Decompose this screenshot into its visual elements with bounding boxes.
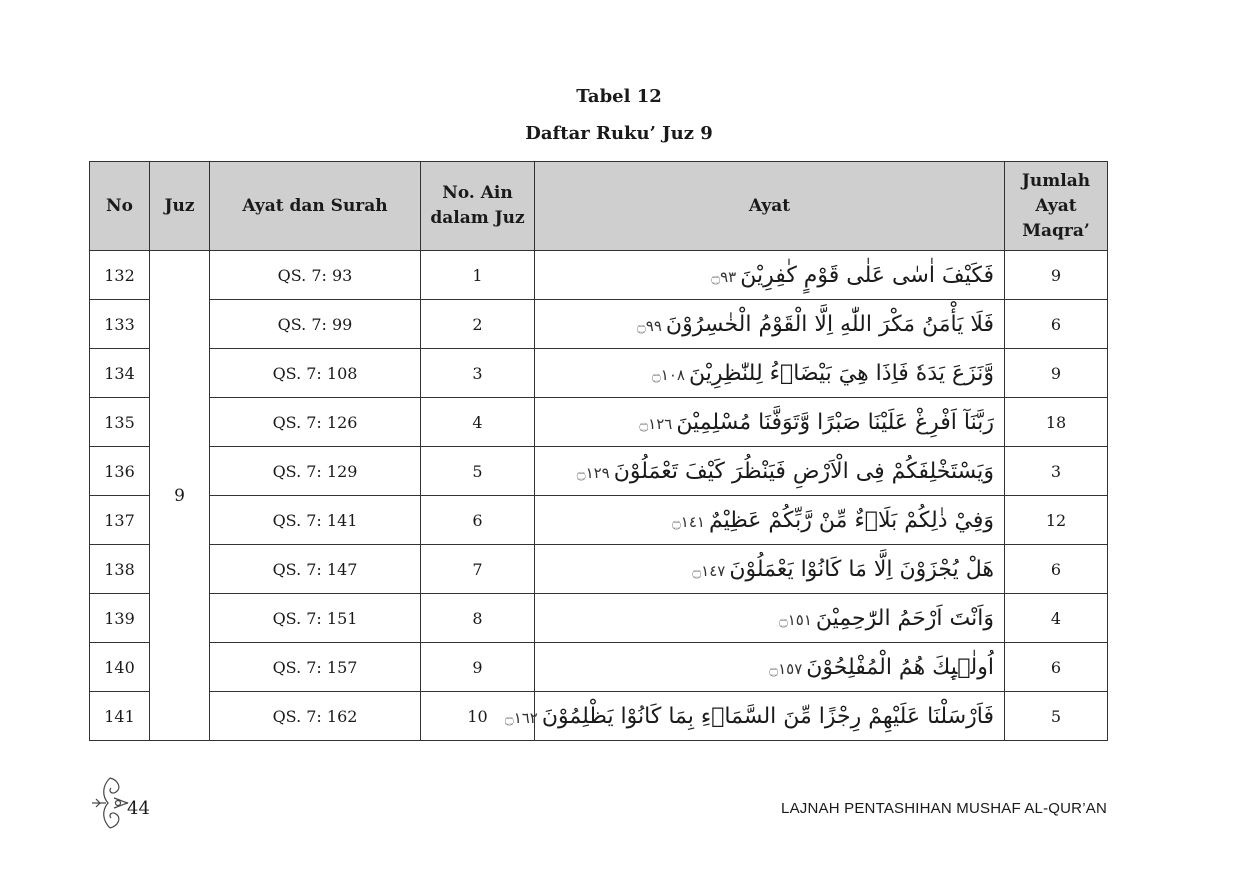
ayah-number-marker: ۝١٤١ [671, 512, 705, 531]
ayat-text: وَيَسْتَخْلِفَكُمْ فِى الْاَرْضِ فَيَنْظُرَ كَيْفَ تَعْمَلُوْنَ [613, 458, 994, 484]
cell-ayat-surah: QS. 7: 108 [210, 349, 421, 398]
cell-no-ain: 8 [421, 594, 535, 643]
cell-no-ain: 2 [421, 300, 535, 349]
cell-jumlah: 9 [1005, 251, 1108, 300]
cell-ayat-surah: QS. 7: 126 [210, 398, 421, 447]
cell-no: 140 [90, 643, 150, 692]
cell-jumlah: 6 [1005, 545, 1108, 594]
ayah-number-marker: ۝١٢٩ [576, 463, 610, 482]
ayat-text: فَكَيْفَ اٰسٰى عَلٰى قَوْمٍ كٰفِرِيْنَ [740, 262, 994, 288]
cell-ayat [535, 300, 1005, 349]
header-juz: Juz [150, 162, 210, 251]
table-row [90, 594, 1108, 643]
table-row [90, 300, 1108, 349]
cell-no: 134 [90, 349, 150, 398]
cell-ayat-surah: QS. 7: 147 [210, 545, 421, 594]
table-row [90, 251, 1108, 300]
ayah-number-marker: ۝١٥١ [778, 610, 812, 629]
cell-no: 137 [90, 496, 150, 545]
table-row [90, 496, 1108, 545]
cell-ayat-surah: QS. 7: 157 [210, 643, 421, 692]
ayah-number-marker: ۝٩٣ [711, 267, 737, 286]
cell-jumlah: 9 [1005, 349, 1108, 398]
cell-juz: 9 [150, 251, 210, 741]
ayat-text: رَبَّنَآ اَفْرِغْ عَلَيْنَا صَبْرًا وَّتَوَفَّنَا مُسْلِمِيْنَ [676, 409, 994, 435]
cell-jumlah: 18 [1005, 398, 1108, 447]
ayah-number-marker: ۝١٦٢ [504, 708, 538, 727]
header-jumlah: Jumlah Ayat Maqra’ [1005, 162, 1108, 251]
cell-no-ain: 4 [421, 398, 535, 447]
cell-no: 138 [90, 545, 150, 594]
cell-no: 139 [90, 594, 150, 643]
floral-ornament-icon [88, 774, 132, 832]
cell-no-ain: 6 [421, 496, 535, 545]
table-row [90, 447, 1108, 496]
cell-no-ain: 1 [421, 251, 535, 300]
publisher-name: LAJNAH PENTASHIHAN MUSHAF AL-QUR’AN [781, 800, 1107, 817]
cell-jumlah: 6 [1005, 300, 1108, 349]
cell-ayat [535, 447, 1005, 496]
table-subtitle: Daftar Ruku’ Juz 9 [525, 123, 713, 144]
cell-ayat-surah: QS. 7: 141 [210, 496, 421, 545]
cell-ayat [535, 349, 1005, 398]
cell-ayat [535, 594, 1005, 643]
header-no: No [90, 162, 150, 251]
cell-no: 135 [90, 398, 150, 447]
cell-no: 136 [90, 447, 150, 496]
cell-ayat [504, 692, 1005, 741]
cell-ayat [535, 545, 1005, 594]
header-ayat-surah: Ayat dan Surah [210, 162, 421, 251]
ayat-text: وَفِيْ ذٰلِكُمْ بَلَاۤءٌ مِّنْ رَّبِّكُمْ عَظِيْمٌ [708, 507, 994, 533]
cell-jumlah: 3 [1005, 447, 1108, 496]
cell-ayat [535, 398, 1005, 447]
cell-ayat [535, 496, 1005, 545]
cell-jumlah: 5 [1005, 692, 1108, 741]
cell-ayat-surah: QS. 7: 162 [210, 692, 421, 741]
header-ayat: Ayat [535, 162, 1005, 251]
ayat-text: وَاَنْتَ اَرْحَمُ الرّٰحِمِيْنَ [815, 605, 994, 631]
page-number: 44 [127, 798, 150, 819]
table-row [90, 692, 1108, 741]
table-row [90, 398, 1108, 447]
cell-no: 141 [90, 692, 150, 741]
table-header-row [90, 162, 1108, 251]
cell-ayat-surah: QS. 7: 93 [210, 251, 421, 300]
cell-ayat-surah: QS. 7: 129 [210, 447, 421, 496]
cell-jumlah: 6 [1005, 643, 1108, 692]
ayah-number-marker: ۝١٢٦ [639, 414, 673, 433]
cell-jumlah: 4 [1005, 594, 1108, 643]
ayah-number-marker: ۝١٥٧ [769, 659, 803, 678]
ayah-number-marker: ۝٩٩ [637, 316, 662, 335]
ruku-table [89, 161, 1108, 741]
cell-ayat-surah: QS. 7: 151 [210, 594, 421, 643]
cell-ayat-surah: QS. 7: 99 [210, 300, 421, 349]
ayah-number-marker: ۝١٤٧ [692, 561, 726, 580]
cell-no-ain: 5 [421, 447, 535, 496]
cell-ayat [535, 643, 1005, 692]
cell-no: 133 [90, 300, 150, 349]
cell-no-ain: 7 [421, 545, 535, 594]
header-no-ain: No. Ain dalam Juz [421, 162, 535, 251]
ayat-text: اُولٰۤىِٕكَ هُمُ الْمُفْلِحُوْنَ [806, 654, 994, 680]
cell-ayat [535, 251, 1005, 300]
ayat-text: فَلَا يَأْمَنُ مَكْرَ اللّٰهِ اِلَّا الْقَوْمُ الْخٰسِرُوْنَ [665, 311, 994, 337]
cell-jumlah: 12 [1005, 496, 1108, 545]
cell-no-ain: 3 [421, 349, 535, 398]
table-row [90, 643, 1108, 692]
ayah-number-marker: ۝١٠٨ [652, 365, 685, 384]
table-row [90, 545, 1108, 594]
ayat-text: هَلْ يُجْزَوْنَ اِلَّا مَا كَانُوْا يَعْمَلُوْنَ [729, 556, 994, 582]
cell-no-ain: 10 [421, 692, 535, 741]
cell-no: 132 [90, 251, 150, 300]
cell-no-ain: 9 [421, 643, 535, 692]
ayat-text: فَاَرْسَلْنَا عَلَيْهِمْ رِجْزًا مِّنَ السَّمَاۤءِ بِمَا كَانُوْا يَظْلِمُوْنَ [541, 703, 994, 729]
table-row [90, 349, 1108, 398]
table-title: Tabel 12 [576, 86, 662, 107]
ayat-text: وَّنَزَعَ يَدَهٗ فَاِذَا هِيَ بَيْضَاۤءُ لِلنّٰظِرِيْنَ [688, 360, 994, 386]
